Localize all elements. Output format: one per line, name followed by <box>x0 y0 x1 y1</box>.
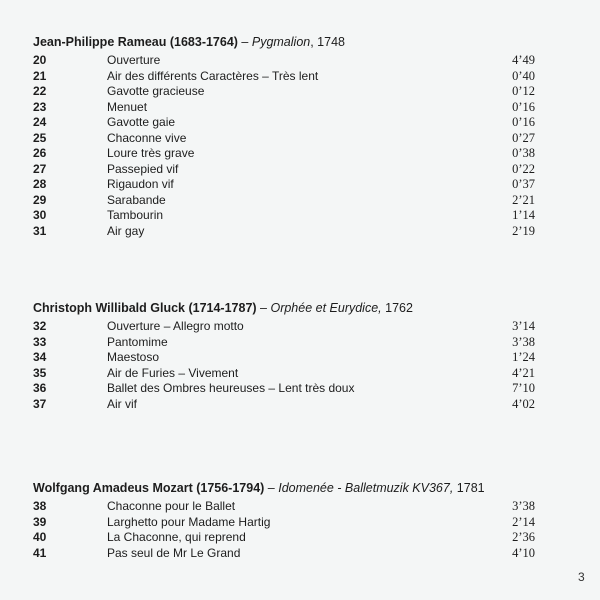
track-row <box>33 162 573 178</box>
track-duration: 0’38 <box>512 146 535 160</box>
track-title: Chaconne pour le Ballet <box>107 499 236 513</box>
track-title: Tambourin <box>107 208 164 222</box>
track-duration: 1’14 <box>512 208 535 222</box>
track-duration: 0’12 <box>512 84 535 98</box>
track-duration: 2’36 <box>512 530 535 544</box>
composer-name: Jean-Philippe Rameau (1683-1764) <box>33 35 238 49</box>
track-row <box>33 366 573 382</box>
track-row <box>33 319 573 335</box>
section-header <box>33 300 573 316</box>
track-duration: 3’38 <box>512 499 535 513</box>
composer-name: Christoph Willibald Gluck (1714-1787) <box>33 301 257 315</box>
track-row <box>33 69 573 85</box>
track-title: Loure très grave <box>107 146 195 160</box>
track-duration: 4’10 <box>512 545 535 560</box>
track-duration: 7’10 <box>512 381 535 395</box>
track-number: 27 <box>33 161 47 176</box>
track-number: 21 <box>33 68 47 83</box>
track-title: Air gay <box>107 223 145 238</box>
track-duration: 2’19 <box>512 223 535 238</box>
track-row <box>33 84 573 100</box>
track-number: 20 <box>33 53 47 67</box>
track-duration: 4’49 <box>512 53 535 67</box>
track-row <box>33 115 573 131</box>
track-number: 37 <box>33 396 47 411</box>
track-number: 32 <box>33 319 47 333</box>
track-row <box>33 530 573 546</box>
track-duration: 2’14 <box>512 514 535 529</box>
track-number: 30 <box>33 208 47 222</box>
track-row <box>33 146 573 162</box>
track-number: 36 <box>33 381 47 395</box>
track-number: 39 <box>33 514 47 529</box>
track-number: 26 <box>33 146 47 160</box>
track-duration: 0’37 <box>512 177 535 191</box>
track-title: Ouverture – Allegro motto <box>107 319 244 333</box>
track-duration: 0’40 <box>512 68 535 83</box>
track-title: Ouverture <box>107 53 161 67</box>
composer-name: Wolfgang Amadeus Mozart (1756-1794) <box>33 481 265 495</box>
page-number: 3 <box>578 570 585 584</box>
track-row <box>33 177 573 193</box>
track-row <box>33 100 573 116</box>
track-row <box>33 208 573 224</box>
track-row <box>33 131 573 147</box>
track-title: Pantomime <box>107 334 168 349</box>
track-number: 24 <box>33 115 47 129</box>
section-gluck <box>33 300 573 412</box>
track-duration: 0’22 <box>512 161 535 176</box>
section-header <box>33 34 573 50</box>
track-number: 22 <box>33 84 47 98</box>
track-title: Rigaudon vif <box>107 177 174 191</box>
track-title: Gavotte gaie <box>107 115 176 129</box>
header-dash: – <box>264 481 279 495</box>
track-number: 40 <box>33 530 47 544</box>
track-number: 35 <box>33 365 47 380</box>
work-title: Idomenée - Balletmuzik KV367, <box>278 481 454 495</box>
track-title: Air vif <box>107 396 137 411</box>
track-duration: 1’24 <box>512 350 535 364</box>
track-row <box>33 381 573 397</box>
track-title: Gavotte gracieuse <box>107 84 205 98</box>
section-header <box>33 480 573 496</box>
track-row <box>33 350 573 366</box>
track-number: 38 <box>33 499 47 513</box>
track-row <box>33 499 573 515</box>
track-number: 31 <box>33 223 47 238</box>
track-row <box>33 546 573 562</box>
section-mozart <box>33 480 573 561</box>
track-duration: 0’16 <box>512 99 535 114</box>
track-duration: 3’38 <box>512 334 535 349</box>
track-number: 25 <box>33 130 47 145</box>
track-title: Larghetto pour Madame Hartig <box>107 514 271 529</box>
header-dash: – <box>256 301 271 315</box>
track-number: 33 <box>33 334 47 349</box>
track-title: Air de Furies – Vivement <box>107 365 239 380</box>
track-number: 34 <box>33 350 47 364</box>
work-year: , 1748 <box>310 35 345 49</box>
track-number: 29 <box>33 192 47 207</box>
track-row <box>33 335 573 351</box>
track-number: 28 <box>33 177 47 191</box>
track-title: Ballet des Ombres heureuses – Lent très doux <box>107 381 355 395</box>
track-title: Chaconne vive <box>107 130 187 145</box>
track-title: Air des différents Caractères – Très lent <box>107 68 319 83</box>
work-title: Orphée et Eurydice, <box>270 301 382 315</box>
track-title: Menuet <box>107 99 148 114</box>
work-year: 1781 <box>453 481 485 495</box>
work-year: 1762 <box>381 301 413 315</box>
track-title: Passepied vif <box>107 161 179 176</box>
track-title: Pas seul de Mr Le Grand <box>107 545 241 560</box>
track-duration: 4’21 <box>512 365 535 380</box>
track-title: La Chaconne, qui reprend <box>107 530 246 544</box>
track-row <box>33 224 573 240</box>
track-duration: 2’21 <box>512 192 535 207</box>
track-row <box>33 515 573 531</box>
track-row <box>33 397 573 413</box>
work-title: Pygmalion <box>251 35 311 49</box>
track-title: Sarabande <box>107 192 166 207</box>
track-row <box>33 193 573 209</box>
track-title: Maestoso <box>107 350 160 364</box>
track-duration: 0’16 <box>512 115 535 129</box>
track-duration: 3’14 <box>512 319 535 333</box>
track-number: 41 <box>33 545 47 560</box>
track-number: 23 <box>33 99 47 114</box>
section-rameau <box>33 34 573 239</box>
header-dash: – <box>237 35 252 49</box>
track-duration: 0’27 <box>512 130 535 145</box>
track-row <box>33 53 573 69</box>
track-duration: 4’02 <box>512 396 535 411</box>
